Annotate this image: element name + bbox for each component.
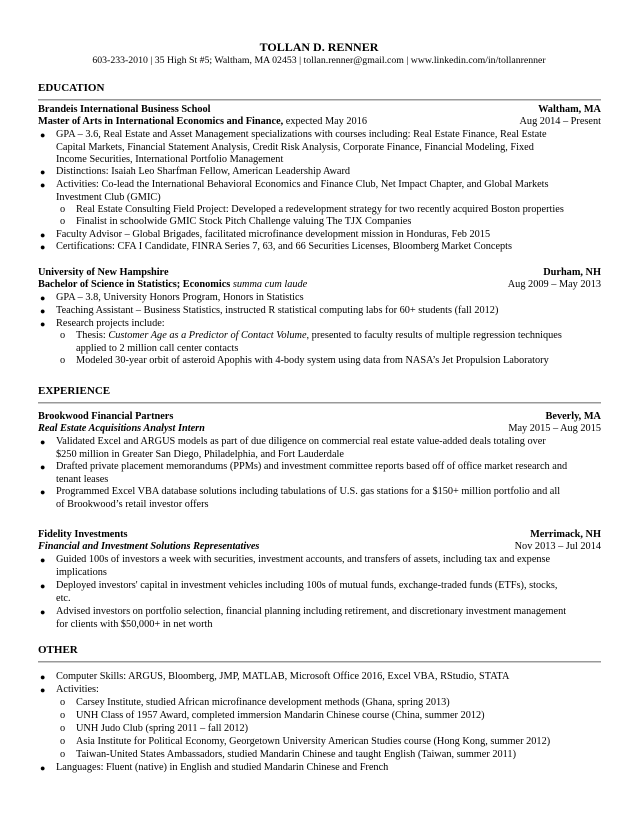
- school-name: University of New Hampshire: [38, 267, 169, 278]
- company-location: Merrimack, NH: [530, 529, 601, 540]
- school-location: Durham, NH: [543, 267, 601, 278]
- bullet-icon: ●: [40, 437, 46, 447]
- degree-row-brandeis: [38, 116, 601, 129]
- bullet-icon: ●: [40, 763, 46, 773]
- bullet-icon: ●: [40, 685, 46, 695]
- resume-name: TOLLAN D. RENNER: [259, 40, 379, 54]
- role-row-fidelity: [38, 541, 601, 554]
- bullet-icon: ●: [40, 167, 46, 177]
- degree-name: Master of Arts in International Economics and Finance,: [38, 116, 284, 127]
- role-dates: Nov 2013 – Jul 2014: [514, 541, 601, 552]
- circle-bullet-icon: o: [60, 216, 66, 227]
- degree-honors: summa cum laude: [230, 279, 308, 290]
- company-name: Brookwood Financial Partners: [38, 411, 174, 422]
- contact-line: 603-233-2010 | 35 High St #5; Waltham, MA 02453 | tollan.renner@gmail.com | www.linkedin.com/in/tollanrenner: [92, 55, 546, 66]
- section-title-experience: EXPERIENCE: [38, 385, 111, 397]
- bullet-icon: ●: [40, 487, 46, 497]
- circle-bullet-icon: o: [60, 749, 66, 760]
- thesis-title: Customer Age as a Predictor of Contact Volume: [108, 330, 307, 341]
- circle-bullet-icon: o: [60, 330, 66, 341]
- circle-bullet-icon: o: [60, 355, 66, 366]
- bullet-icon: ●: [40, 462, 46, 472]
- school-name: Brandeis International Business School: [38, 104, 211, 115]
- bullet-icon: ●: [40, 306, 46, 316]
- role-row-brookwood: [38, 423, 601, 436]
- bullet-icon: ●: [40, 319, 46, 329]
- role-dates: May 2015 – Aug 2015: [508, 423, 601, 434]
- resume-page: TOLLAN D. RENNER 603-233-2010 | 35 High St #5; Waltham, MA 02453 | tollan.renner@gmail.com | www.linkedin.com/in/tollanrenner EDUCATION Brandeis International Business School Waltham, MA Master of Arts in International Economics and Finance, expected May 2016 Aug 2014 – Present ● GPA – 3.6, Real Estate and Asset Management specializations with courses including: Real Estate Finance, Real Estate Capital Markets, Financial Statement Analysis, Credit Risk Analysis, Corporate Finance, Financial Modeling, Fixed Income Securities, International Portfolio Management ● Distinctions: Isaiah Leo Sharfman Fellow, American Leadership Award ● Activities: Co-lead the International Behavioral Economics and Finance Club, Net Impact Chapter, and Global Markets Investment Club (GMIC) o Real Estate Consulting Field Project: Developed a redevelopment strategy for two recently acquired Boston properties o Finalist in schoolwide GMIC Stock Pitch Challenge valuing The TJX Companies ● Faculty Advisor – Global Brigades, facilitated microfinance development mission in Honduras, Feb 2015 ● Certifications: CFA I Candidate, FINRA Series 7, 63, and 66 Securities Licenses, Bloomberg Market Concepts University of New Hampshire Durham, NH Bachelor of Science in Statistics; Economics summa cum laude Aug 2009 – May 2013 ● GPA – 3.8, University Honors Program, Honors in Statistics ● Teaching Assistant – Business Statistics, instructed R statistical computing labs for 60+ students (fall 2012) ● Research projects include: o Thesis: Customer Age as a Predictor of Contact Volume, presented to faculty results of multiple regression techniques applied to 2 million call center contacts o Modeled 30-year orbit of asteroid Apophis with 4-body system using data from NASA’s Jet Propulsion Laboratory EXPERIENCE Brookwood Financial Partners Beverly, MA Real Estate Acquisitions Analyst Intern May 2015 – Aug 2015 ● Validated Excel and ARGUS models as part of due diligence on commercial real estate value-added deals totaling over $250 million in Greater San Diego, Philadelphia, and Fort Lauderdale ● Drafted private placement memorandums (PPMs) and investment committee reports based off of office market research and tenant leases ● Programmed Excel VBA database solutions including tabulations of U.S. gas stations for a $150+ million portfolio and all of Brookwood’s retail investor offers Fidelity Investments Merrimack, NH Financial and Investment Solutions Representatives Nov 2013 – Jul 2014 ● Guided 100s of investors a week with securities, investment accounts, and transfers of assets, including tax and expense implications ● Deployed investors' capital in investment vehicles including 100s of mutual funds, exchange-traded funds (ETFs), stocks, etc. ● Advised investors on portfolio selection, financial planning including retirement, and discretionary investment management for clients with $50,000+ in net worth OTHER ● Computer Skills: ARGUS, Bloomberg, JMP, MATLAB, Microsoft Office 2016, Excel VBA, RStudio, STATA ● Activities: o Carsey Institute, studied African microfinance development methods (Ghana, spring 2013) o UNH Class of 1957 Award, completed immersion Mandarin Chinese course (China, summer 2012) o UNH Judo Club (spring 2011 – fall 2012) o Asia Institute for Political Economy, Georgetown University American Studies course (Hong Kong, summer 2012) o Taiwan-United States Ambassadors, studied Mandarin Chinese and taught English (Taiwan, summer 2011) ● Languages: Fluent (native) in English and studied Mandarin Chinese and French: [0, 0, 638, 826]
- bullet-icon: ●: [40, 607, 46, 617]
- role-title: Real Estate Acquisitions Analyst Intern: [38, 423, 205, 434]
- degree-name: Bachelor of Science in Statistics; Economics: [38, 279, 231, 290]
- school-location: Waltham, MA: [538, 104, 601, 115]
- company-name: Fidelity Investments: [38, 529, 128, 540]
- bullet-icon: ●: [40, 581, 46, 591]
- section-divider: [38, 661, 601, 663]
- role-title: Financial and Investment Solutions Representatives: [38, 541, 260, 552]
- bullet-icon: ●: [40, 555, 46, 565]
- degree-row-unh: [38, 279, 601, 292]
- company-location: Beverly, MA: [545, 411, 601, 422]
- bullet-icon: ●: [40, 242, 46, 252]
- circle-bullet-icon: o: [60, 204, 66, 215]
- section-divider: [38, 402, 601, 404]
- section-title-education: EDUCATION: [38, 82, 105, 94]
- degree-dates: Aug 2014 – Present: [519, 116, 601, 127]
- circle-bullet-icon: o: [60, 697, 66, 708]
- bullet-icon: ●: [40, 293, 46, 303]
- section-divider: [38, 99, 601, 101]
- circle-bullet-icon: o: [60, 736, 66, 747]
- degree-dates: Aug 2009 – May 2013: [507, 279, 601, 290]
- degree-expected: expected May 2016: [283, 116, 367, 127]
- bullet-icon: ●: [40, 230, 46, 240]
- bullet-icon: ●: [40, 672, 46, 682]
- circle-bullet-icon: o: [60, 710, 66, 721]
- bullet-icon: ●: [40, 130, 46, 140]
- circle-bullet-icon: o: [60, 723, 66, 734]
- bullet-icon: ●: [40, 180, 46, 190]
- section-title-other: OTHER: [38, 644, 78, 656]
